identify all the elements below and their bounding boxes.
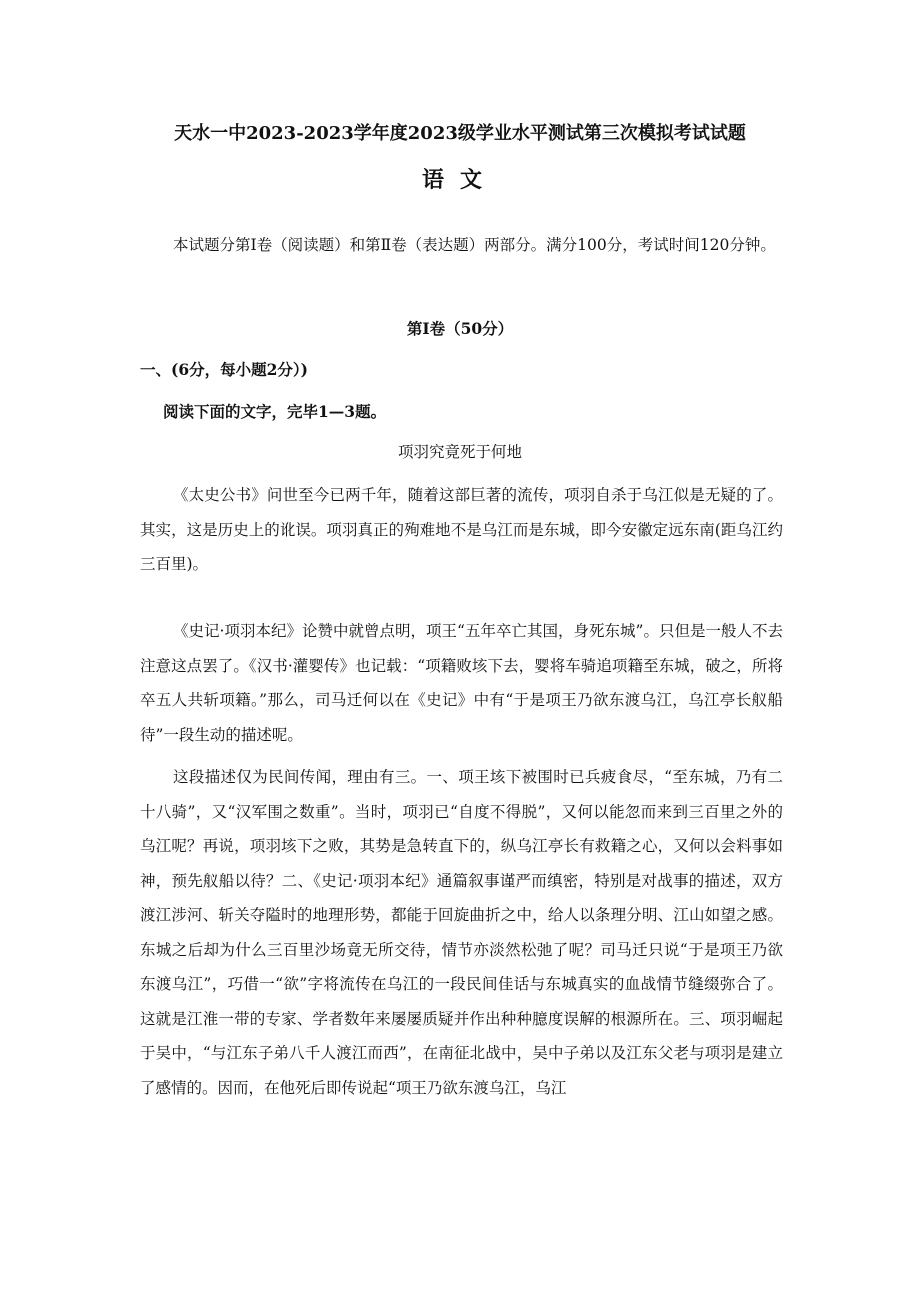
reading-instruction: 阅读下面的文字，完毕1—3题。 (163, 402, 387, 421)
section-heading: 一、(6分，每小题2分）) (140, 360, 308, 379)
passage-paragraph: 这段描述仅为民间传闻，理由有三。一、项王垓下被围时已兵疲食尽，“至东城，乃有二十八骑”，又“汉军围之数重”。当时，项羽已“自度不得脱”，又何以能忽而来到三百里之外的乌江呢？再说，项羽垓下之败，其势是急转直下的，纵乌江亭长有救籍之心，又何以会料事如神，预先舣船以待？二、《史记·项羽本纪》通篇叙事谨严而缜密，特别是对战事的描述，双方渡江涉河、斩关夺隘时的地理形势，都能于回旋曲折之中，给人以条理分明、江山如望之感。东城之后却为什么三百里沙场竟无所交待，情节亦淡然松弛了呢？司马迁只说“于是项王乃欲东渡乌江”，巧借一“欲”字将流传在乌江的一段民间佳话与东城真实的血战情节缝缀弥合了。这就是江淮一带的专家、学者数年来屡屡质疑并作出种种臆度误解的根源所在。三、项羽崛起于吴中，“与江东子弟八千人渡江而西”，在南征北战中，吴中子弟以及江东父老与项羽是建立了感情的。因而，在他死后即传说起“项王乃欲东渡乌江，乌江 (140, 768, 783, 1097)
intro-paragraph: 本试题分第Ⅰ卷（阅读题）和第Ⅱ卷（表达题）两部分。满分100分，考试时间120分钟。 (173, 236, 776, 254)
exam-title: 天水一中2023-2023学年度2023级学业水平测试第三次模拟考试试题 (174, 123, 746, 144)
subject-heading: 语文 (421, 167, 498, 193)
passage-paragraph: 《太史公书》问世至今已两千年，随着这部巨著的流传，项羽自杀于乌江似是无疑的了。其实，这是历史上的讹误。项羽真正的殉难地不是乌江而是东城，即今安徽定远东南(距乌江约三百里)。 (140, 486, 783, 573)
passage-paragraph: 《史记·项羽本纪》论赞中就曾点明，项王“五年卒亡其国，身死东城”。只但是一般人不去注意这点罢了。《汉书·灌婴传》也记载：“项籍败垓下去，婴将车骑追项籍至东城，破之，所将卒五人共斩项籍。”那么，司马迁何以在《史记》中有“于是项王乃欲东渡乌江，乌江亭长舣船待”一段生动的描述呢。 (140, 622, 783, 744)
part-heading: 第Ⅰ卷（50分） (406, 319, 514, 338)
passage-title: 项羽究竟死于何地 (397, 443, 522, 461)
